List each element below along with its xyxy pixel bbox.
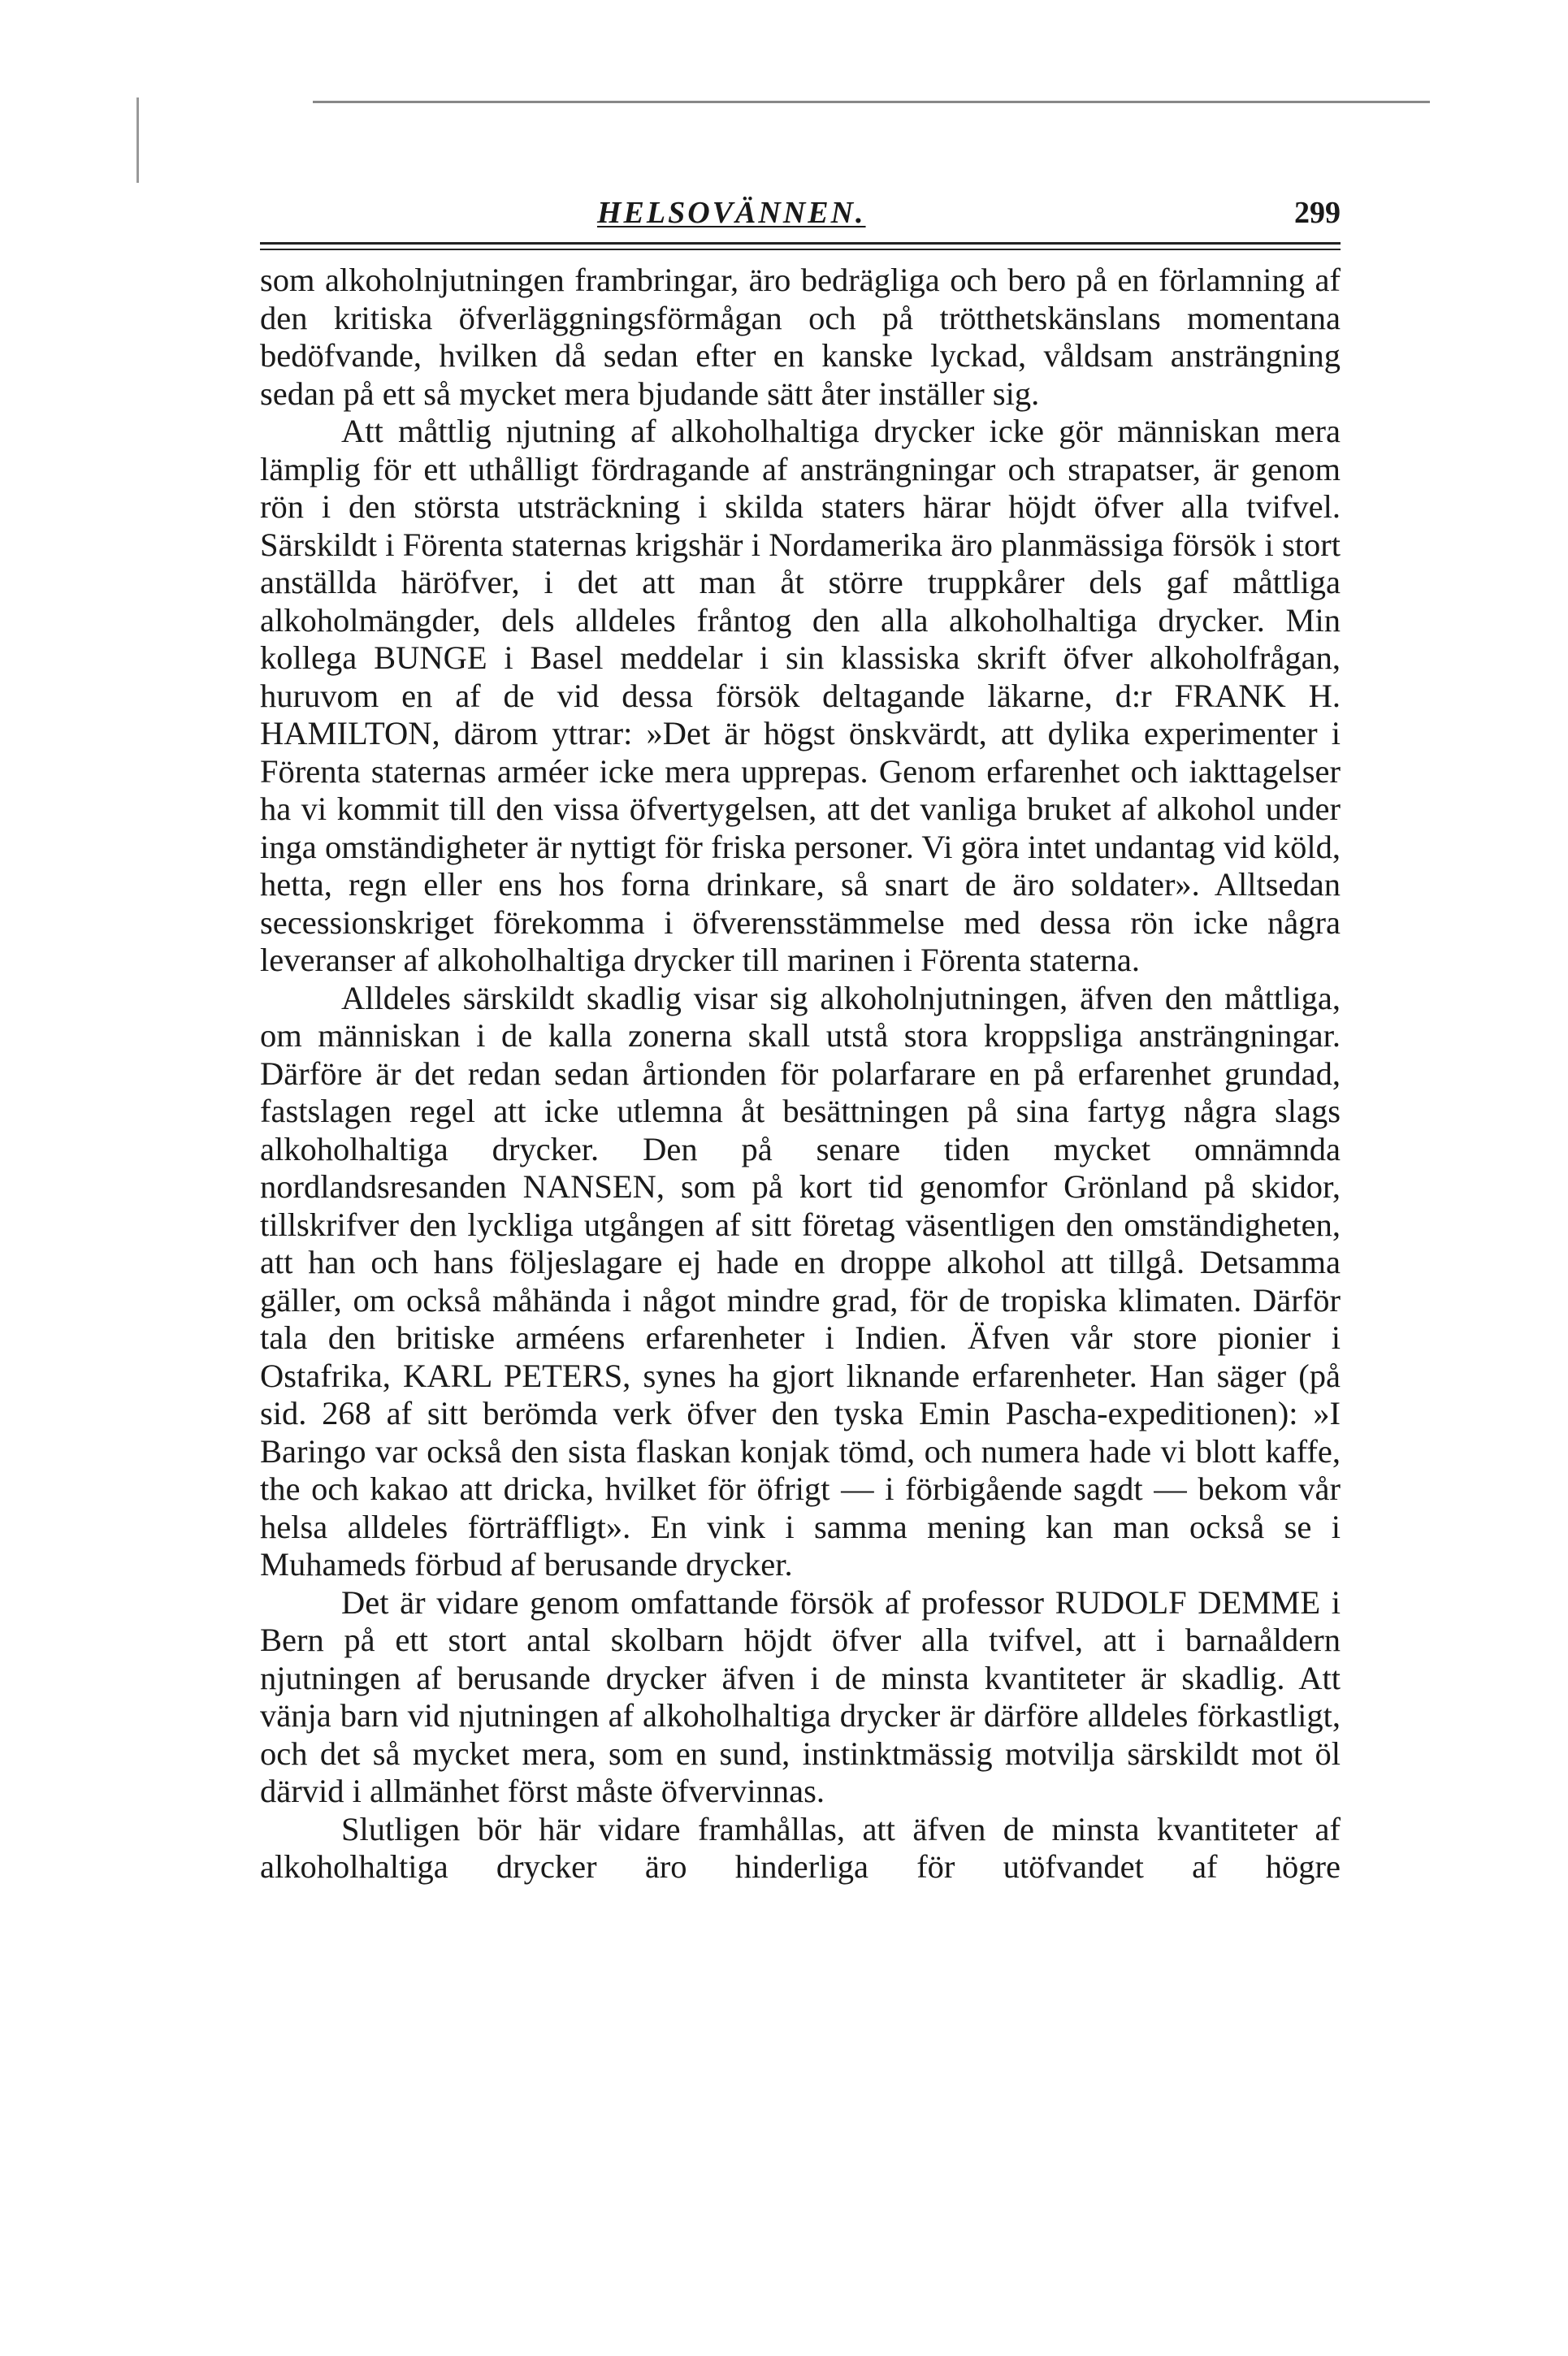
body-text: [260, 262, 1341, 1886]
header-rule: [260, 242, 1341, 250]
running-head-title: HELSOVÄNNEN.: [597, 196, 866, 230]
paragraph-5: Slutligen bör här vidare framhållas, att äfven de minsta kvantiteter af alkoholhaltiga drycker äro hinderliga för utöfvandet af högre: [260, 1810, 1341, 1885]
paragraph-4: Det är vidare genom omfattande försök af professor RUDOLF DEMME i Bern på ett stort antal skolbarn höjdt öfver alla tvifvel, att i barnaåldern njutningen af berusande drycker äfven i de minsta kvantiteter är skadlig. Att vänja barn vid njutningen af alkoholhaltiga drycker är därföre alldeles förkastligt, och det så mycket mera, som en sund, instinktmässig motvilja särskildt mot öl därvid i allmänhet först måste öfvervinnas.: [260, 1583, 1341, 1809]
scan-edge-mark: [136, 97, 139, 183]
paragraph-3: Alldeles särskildt skadlig visar sig alkoholnjutningen, äfven den måttliga, om människan i de kalla zonerna skall utstå stora kroppsliga ansträngningar. Därföre är det redan sedan årtionden för polarfarare en på erfarenhet grundad, fastslagen regel att icke utlemna åt besättningen på sina fartyg några slags alkoholhaltiga drycker. Den på senare tiden mycket omnämnda nordlandsresanden NANSEN, som på kort tid genomfor Grönland på skidor, tillskrifver den lyckliga utgången af sitt företag väsentligen den omständigheten, att han och hans följeslagare ej hade en droppe alkohol att tillgå. Detsamma gäller, om också måhända i något mindre grad, för de tropiska klimaten. Därför tala den britiske arméens erfarenheter i Indien. Äfven vår store pionier i Ostafrika, KARL PETERS, synes ha gjort liknande erfarenheter. Han säger (på sid. 268 af sitt berömda verk öfver den tyska Emin Pascha-expeditionen): »I Baringo var också den sista flaskan konjak tömd, och numera hade vi blott kaffe, the och kakao att dricka, hvilket för öfrigt — i förbigående sagdt — bekom vår helsa alldeles förträffligt». En vink i samma mening kan man också se i Muhameds förbud af berusande drycker.: [260, 979, 1341, 1583]
paragraph-2: Att måttlig njutning af alkoholhaltiga drycker icke gör människan mera lämplig för ett uthålligt fördragande af ansträngningar och strapatser, är genom rön i den största utsträckning i skilda staters härar höjdt öfver alla tvifvel. Särskildt i Förenta staternas krigshär i Nordamerika äro planmässiga försök i stort anställda häröfver, i det att man åt större truppkårer dels gaf måttliga alkoholmängder, dels alldeles fråntog den alla alkoholhaltiga drycker. Min kollega BUNGE i Basel meddelar i sin klassiska skrift öfver alkoholfrågan, huruvom en af de vid dessa försök deltagande läkarne, d:r FRANK H. HAMILTON, därom yttrar: »Det är högst önskvärdt, att dylika experimenter i Förenta staternas arméer icke mera upprepas. Genom erfarenhet och iakttagelser ha vi kommit till den vissa öfvertygelsen, att det vanliga bruket af alkohol under inga omständigheter är nyttigt för friska personer. Vi göra intet undantag vid köld, hetta, regn eller ens hos forna drinkare, så snart de äro soldater». Alltsedan secessionskriget förekomma i öfverensstämmelse med dessa rön icke några leveranser af alkoholhaltiga drycker till marinen i Förenta staterna.: [260, 413, 1341, 978]
page-number: 299: [1294, 196, 1341, 230]
running-head: [260, 195, 1341, 242]
paragraph-1: som alkoholnjutningen frambringar, äro bedrägliga och bero på en förlamning af den kritiska öfverläggningsförmågan och på trötthetskänslans momentana bedöfvande, hvilken då sedan efter en kanske lyckad, våldsam ansträngning sedan på ett så mycket mera bjudande sätt åter inställer sig.: [260, 262, 1341, 412]
scan-edge-line: [313, 101, 1430, 103]
